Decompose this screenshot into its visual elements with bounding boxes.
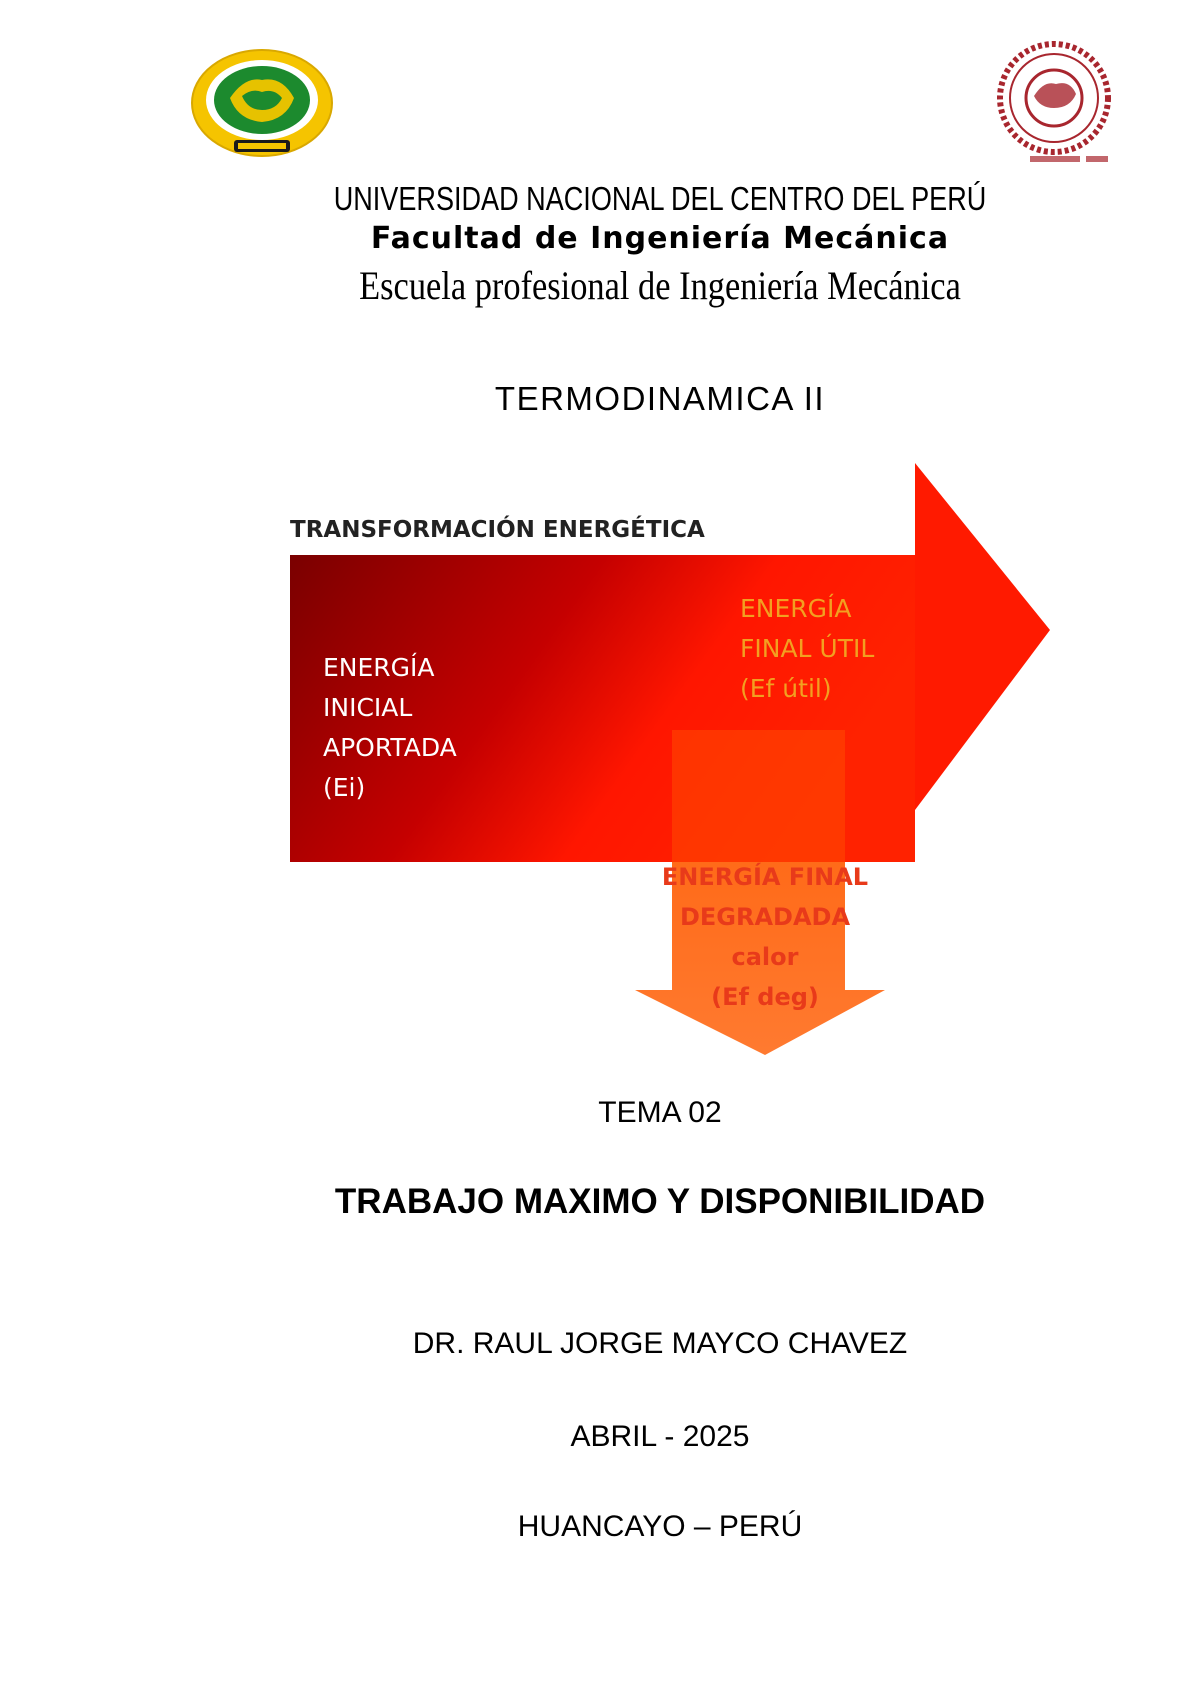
document-date: ABRIL - 2025	[570, 1420, 750, 1453]
energy-transformation-diagram	[290, 455, 1080, 1060]
degraded-line-4: (Ef deg)	[711, 983, 819, 1011]
degraded-line-2: DEGRADADA	[679, 903, 851, 931]
degraded-line-1: ENERGÍA FINAL	[661, 863, 869, 891]
initial-line-1: ENERGÍA	[323, 653, 435, 682]
initial-line-3: APORTADA	[323, 733, 457, 762]
useful-line-1: ENERGÍA	[740, 594, 852, 623]
document-title: TRABAJO MAXIMO Y DISPONIBILIDAD	[334, 1182, 986, 1221]
faculty-name: Facultad de Ingeniería Mecánica	[370, 221, 950, 256]
initial-line-4: (Ei)	[323, 773, 366, 802]
useful-energy-arrowhead	[915, 463, 1050, 810]
topic-number: TEMA 02	[598, 1096, 722, 1129]
degraded-line-3: calor	[731, 943, 799, 971]
document-place: HUANCAYO – PERÚ	[517, 1510, 803, 1543]
initial-line-2: INICIAL	[323, 693, 413, 722]
author-name: DR. RAUL JORGE MAYCO CHAVEZ	[412, 1327, 908, 1360]
faculty-seal-icon	[990, 38, 1118, 166]
school-name: Escuela profesional de Ingeniería Mecánica	[359, 263, 961, 308]
course-title: TERMODINAMICA II	[494, 380, 826, 417]
diagram-title: TRANSFORMACIÓN ENERGÉTICA	[290, 517, 705, 543]
university-seal-icon	[190, 48, 334, 158]
useful-line-2: FINAL ÚTIL	[740, 634, 875, 663]
useful-line-3: (Ef útil)	[740, 674, 832, 703]
university-name: UNIVERSIDAD NACIONAL DEL CENTRO DEL PERÚ	[333, 180, 987, 217]
